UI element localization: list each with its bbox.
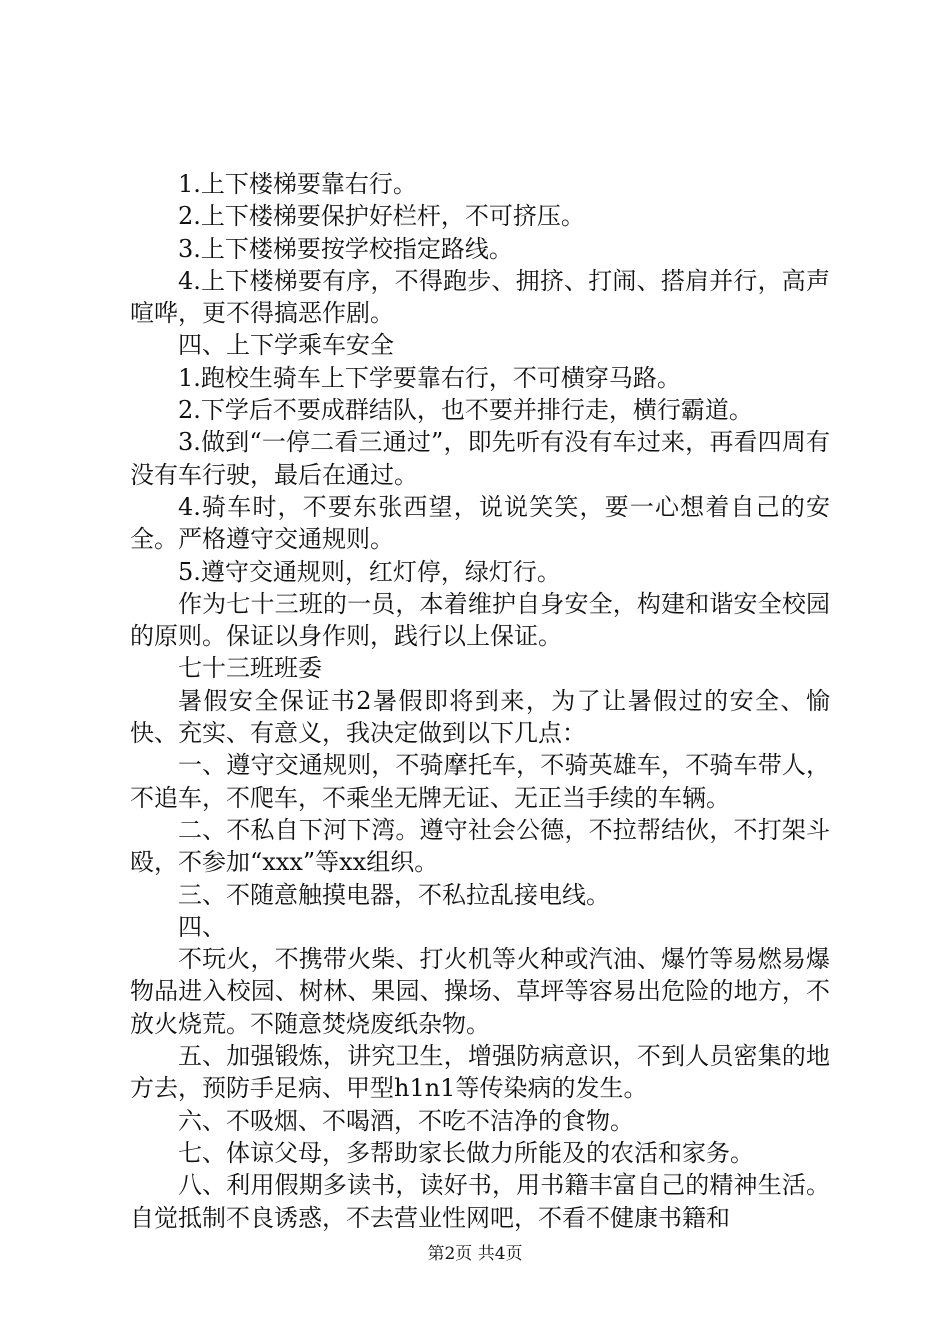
paragraph: 三、不随意触摸电器，不私拉乱接电线。 — [178, 880, 610, 909]
paragraph: 作为七十三班的一员，本着维护自身安全，构建和谐安全校园的原则。保证以身作则，践行以上保证。 — [130, 589, 830, 651]
paragraph: 七、体谅父母，多帮助家长做力所能及的农活和家务。 — [178, 1138, 754, 1167]
paragraph: 5.遵守交通规则，红灯停，绿灯行。 — [178, 557, 561, 586]
paragraph: 1.上下楼梯要靠右行。 — [178, 170, 417, 198]
paragraph: 4.骑车时，不要东张西望，说说笑笑，要一心想着自己的安全。严格遵守交通规则。 — [130, 492, 830, 554]
paragraph: 2.下学后不要成群结队，也不要并排行走，横行霸道。 — [178, 396, 753, 425]
section-heading: 四、上下学乘车安全 — [178, 331, 394, 360]
paragraph: 3.做到“一停二看三通过”，即先听有没有车过来，再看四周有没有车行驶，最后在通过。 — [130, 428, 830, 489]
paragraph: 六、不吸烟、不喝酒，不吃不洁净的食物。 — [178, 1106, 634, 1135]
paragraph: 五、加强锻炼，讲究卫生，增强防病意识，不到人员密集的地方去，预防手足病、甲型h1n1等传染病的发生。 — [130, 1042, 830, 1103]
paragraph: 4.上下楼梯要有序，不得跑步、拥挤、打闹、搭肩并行，高声喧哗，更不得搞恶作剧。 — [130, 266, 830, 328]
paragraph: 二、不私自下河下湾。遵守社会公德，不拉帮结伙，不打架斗殴，不参加“xxx”等xx组织。 — [130, 815, 830, 877]
paragraph: 一、遵守交通规则，不骑摩托车，不骑英雄车，不骑车带人，不追车，不爬车，不乘坐无牌无证、无正当手续的车辆。 — [130, 751, 830, 812]
page-footer: 第2页 共4页 — [427, 1244, 523, 1264]
document-body — [130, 168, 830, 1234]
paragraph: 3.上下楼梯要按学校指定路线。 — [178, 234, 513, 263]
paragraph: 1.跑校生骑车上下学要靠右行，不可横穿马路。 — [178, 363, 681, 392]
paragraph: 四、 — [178, 912, 226, 941]
paragraph: 不玩火，不携带火柴、打火机等火种或汽油、爆竹等易燃易爆物品进入校园、树林、果园、操场、草坪等容易出危险的地方，不放火烧荒。不随意焚烧废纸杂物。 — [130, 945, 830, 1038]
paragraph: 2.上下楼梯要保护好栏杆，不可挤压。 — [178, 202, 585, 231]
paragraph: 八、利用假期多读书，读好书，用书籍丰富自己的精神生活。自觉抵制不良诱惑，不去营业性网吧，不看不健康书籍和 — [130, 1171, 830, 1232]
signature-line: 七十三班班委 — [178, 654, 322, 683]
paragraph: 暑假安全保证书2暑假即将到来，为了让暑假过的安全、愉快、充实、有意义，我决定做到以下几点： — [130, 686, 830, 748]
